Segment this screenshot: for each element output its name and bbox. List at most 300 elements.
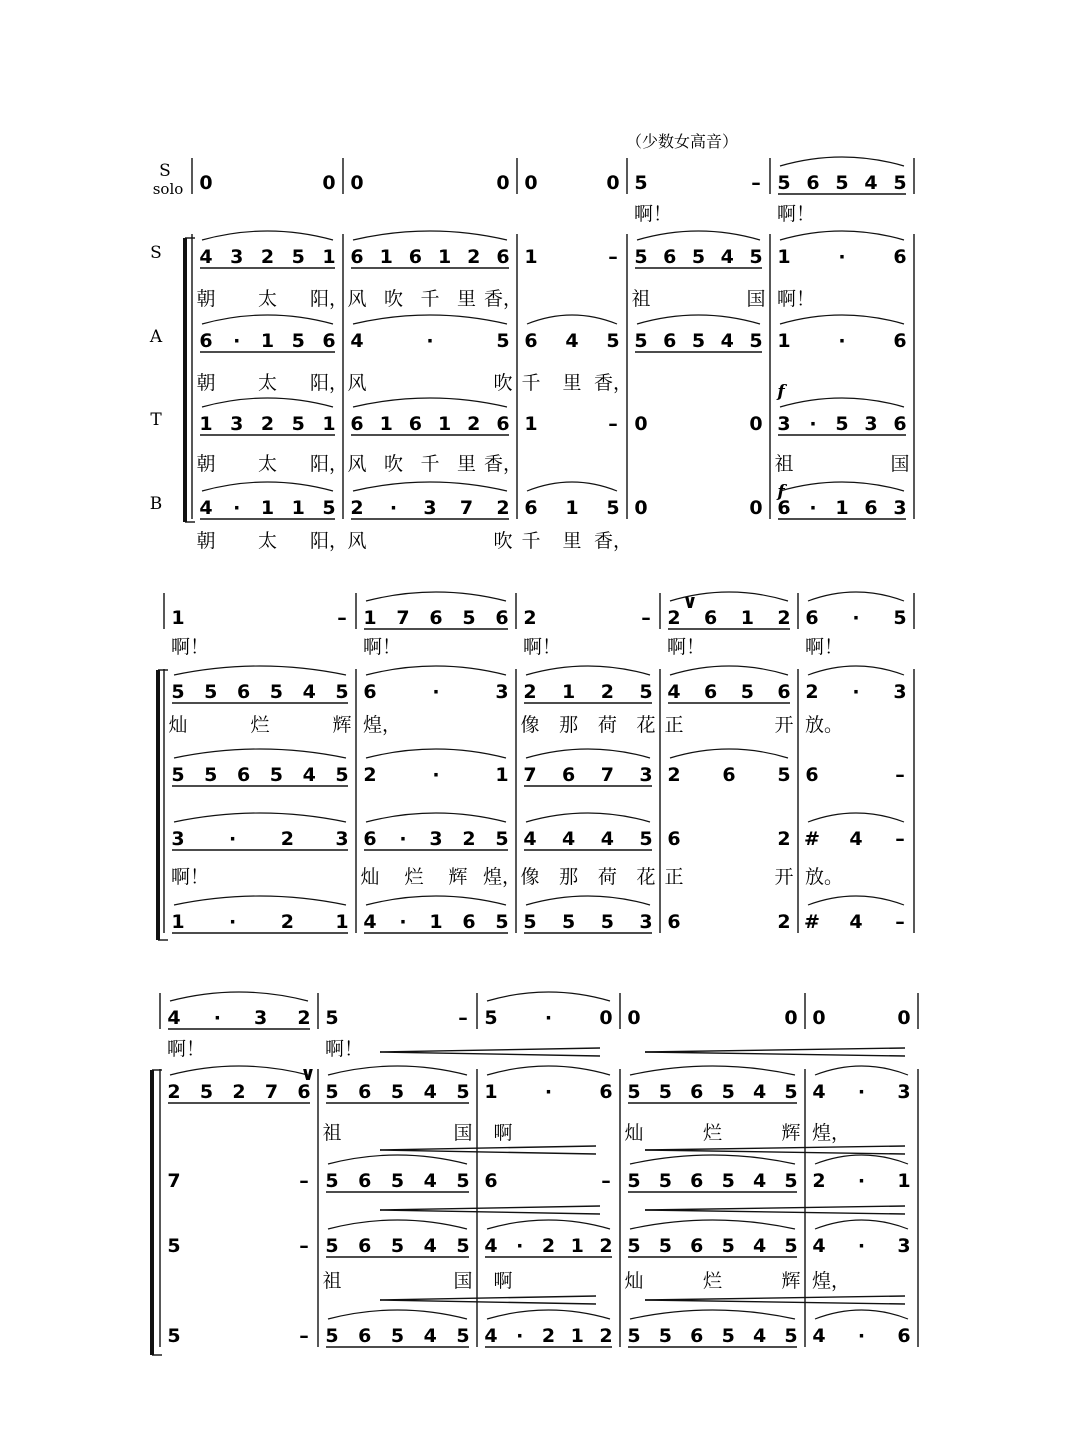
lyric-syllable: 啊！ [170,636,210,658]
jianpu-note: 2 [167,1081,181,1103]
jianpu-note: 5 [167,1235,181,1257]
jianpu-note: 3 [423,497,437,519]
jianpu-note: 0 [749,413,763,435]
lyric-syllable: 啊 [493,1270,513,1292]
voice-label-solo: S [159,161,171,181]
slur-mark [670,749,788,758]
slur-mark [815,1220,908,1229]
slur-mark [202,482,333,491]
slur-mark [780,398,904,407]
crescendo-hairpin [380,1150,596,1154]
jianpu-note: 5 [835,172,849,194]
lyric-syllable: 里 [456,288,477,310]
lyric-syllable: 朝 [196,453,216,475]
jianpu-note: 1 [363,607,377,629]
crescendo-hairpin [645,1048,905,1052]
lyric-syllable: 啊！ [804,636,844,658]
jianpu-note: 6 [893,413,907,435]
jianpu-note: 4 [812,1325,826,1347]
jianpu-note: 3 [893,681,907,703]
jianpu-note: 4 [565,330,579,352]
jianpu-note: 2 [599,1235,613,1257]
jianpu-note: 5 [269,764,284,786]
jianpu-note: 6 [805,764,819,786]
jianpu-note: 6 [864,497,878,519]
crescendo-hairpin [645,1210,905,1214]
jianpu-note: 5 [171,681,185,703]
lyric-syllable: 啊！ [324,1038,364,1060]
lyric-syllable: 太 [257,453,278,475]
jianpu-note: 3 [897,1235,911,1257]
jianpu-note: 6 [663,246,677,268]
lyric-syllable: 吹 [493,372,513,394]
jianpu-note: 2 [599,1325,613,1347]
jianpu-note: 6 [358,1325,372,1347]
lyric-syllable: 辉 [332,714,352,736]
jianpu-note: 6 [199,330,213,352]
jianpu-note: 1 [379,246,393,268]
jianpu-note: 3 [864,413,878,435]
lyric-syllable: 花 [636,714,656,736]
jianpu-note: 6 [562,764,576,786]
lyric-syllable: 放。 [804,714,844,736]
jianpu-note: 5 [634,246,648,268]
lyric-syllable: 啊！ [776,203,816,225]
jianpu-note: 3 [639,764,653,786]
jianpu-note: 5 [658,1170,673,1192]
jianpu-note: 5 [784,1235,798,1257]
jianpu-note: 0 [784,1007,798,1029]
jianpu-note: 3 [897,1081,911,1103]
jianpu-note: 4 [484,1235,498,1257]
jianpu-note: 5 [639,828,653,850]
jianpu-note: 5 [390,1235,405,1257]
lyric-syllable: 香， [483,288,523,310]
jianpu-note: 1 [437,246,452,268]
jianpu-note: 5 [322,497,336,519]
lyric-syllable: 祖 [322,1122,342,1144]
jianpu-note: 2 [462,828,476,850]
slur-mark [202,231,333,240]
lyric-syllable: 煌， [811,1122,851,1144]
jianpu-note: 6 [777,681,791,703]
jianpu-note: 2 [350,497,364,519]
jianpu-note: 6 [236,681,251,703]
jianpu-note: 5 [721,1081,735,1103]
jianpu-note: 5 [893,607,907,629]
jianpu-note: 2 [260,246,275,268]
slur-mark [630,1310,795,1319]
crescendo-hairpin [645,1150,905,1154]
jianpu-note: · [516,1235,524,1257]
lyric-syllable: 国 [890,453,910,475]
slur-mark [808,666,904,675]
lyric-syllable: 吹 [383,453,404,475]
jianpu-note: 0 [599,1007,613,1029]
jianpu-note: 5 [199,1081,214,1103]
jianpu-note: 5 [627,1170,641,1192]
jianpu-note: 0 [322,172,336,194]
jianpu-note: 6 [496,246,510,268]
jianpu-note: – [601,1170,611,1192]
jianpu-note: 2 [541,1325,556,1347]
jianpu-note: 6 [777,497,791,519]
jianpu-note: 4 [523,828,537,850]
jianpu-note: 1 [171,911,185,933]
lyric-syllable: 荷 [597,714,617,736]
lyric-syllable: 里 [562,530,582,552]
lyric-syllable: 风 [347,372,367,394]
jianpu-note: 5 [496,330,510,352]
jianpu-note: · [432,681,440,703]
jianpu-note: 1 [562,681,576,703]
lyric-syllable: 像 [520,866,540,888]
jianpu-note: 6 [690,1235,704,1257]
slur-mark [202,398,333,407]
crescendo-hairpin [380,1206,600,1210]
lyric-syllable: 烂 [702,1270,723,1292]
jianpu-note: # [804,828,820,850]
jianpu-note: 4 [812,1235,826,1257]
jianpu-note: 4 [752,1325,767,1347]
jianpu-note: 1 [570,1325,584,1347]
lyric-syllable: 像 [520,714,540,736]
jianpu-note: 5 [462,607,476,629]
jianpu-note: 5 [658,1235,673,1257]
lyric-syllable: 祖 [774,453,794,475]
slur-mark [174,896,346,905]
jianpu-note: 2 [812,1170,826,1192]
jianpu-note: 5 [291,330,305,352]
jianpu-note: 4 [562,828,576,850]
jianpu-note: 6 [363,828,377,850]
lyric-syllable: 阳， [309,453,349,475]
jianpu-note: 7 [167,1170,181,1192]
lyric-syllable: 啊 [493,1122,513,1144]
jianpu-note: – [299,1235,309,1257]
crescendo-hairpin [380,1052,600,1056]
slur-mark [526,749,650,758]
jianpu-note: 5 [269,681,284,703]
lyric-syllable: 风 [347,288,367,310]
jianpu-note: 5 [634,330,648,352]
jianpu-note: 6 [363,681,377,703]
slur-mark [353,315,507,324]
jianpu-note: · [432,764,440,786]
jianpu-note: 6 [524,497,538,519]
jianpu-note: 1 [524,246,538,268]
jianpu-note: 6 [805,607,819,629]
jianpu-note: 6 [358,1170,372,1192]
jianpu-note: · [857,1170,866,1192]
jianpu-note: · [544,1081,553,1103]
crescendo-hairpin [645,1300,905,1304]
jianpu-note: 1 [171,607,185,629]
lyric-syllable: 灿 [624,1270,644,1292]
jianpu-note: 3 [777,413,791,435]
voice-label: B [149,494,163,514]
lyric-syllable: 香， [593,372,633,394]
jianpu-note: 4 [752,1235,767,1257]
lyric-syllable: 朝 [196,530,216,552]
jianpu-note: 3 [429,828,443,850]
slur-mark [366,813,506,822]
lyric-syllable: 啊！ [362,636,402,658]
lyric-syllable: 放。 [804,866,844,888]
lyric-syllable: 烂 [404,866,424,888]
jianpu-note: 3 [893,497,907,519]
jianpu-note: · [809,413,817,435]
crescendo-hairpin [380,1146,596,1150]
jianpu-note: 5 [721,1170,735,1192]
jianpu-note: 3 [254,1007,268,1029]
jianpu-note: 6 [893,246,907,268]
jianpu-note: 1 [199,413,213,435]
lyric-syllable: 国 [453,1270,473,1292]
jianpu-note: 5 [893,172,907,194]
dynamic-forte-mark: f [777,482,785,502]
jianpu-note: 5 [835,413,849,435]
slur-mark [526,896,650,905]
jianpu-note: 2 [523,681,537,703]
slur-mark [630,1155,795,1164]
jianpu-note: 5 [171,764,185,786]
jianpu-note: 5 [691,330,706,352]
jianpu-note: · [809,497,817,519]
jianpu-note: · [544,1007,553,1029]
jianpu-note: 7 [396,607,410,629]
lyric-syllable: 朝 [196,372,216,394]
crescendo-hairpin [645,1052,905,1056]
slur-mark [328,1155,467,1164]
jianpu-note: 5 [721,1235,735,1257]
jianpu-note: 5 [740,681,754,703]
jianpu-note: 6 [484,1170,498,1192]
jianpu-note: 6 [350,246,364,268]
jianpu-note: 5 [335,764,349,786]
lyric-syllable: 千 [420,453,440,475]
lyric-syllable: 煌， [362,714,402,736]
jianpu-note: 2 [523,607,537,629]
jianpu-note: 2 [667,764,681,786]
jianpu-note: 1 [897,1170,911,1192]
jianpu-note: 5 [456,1235,470,1257]
jianpu-note: 5 [658,1325,673,1347]
lyric-syllable: 吹 [383,288,404,310]
slur-mark [353,231,507,240]
slur-mark [328,1066,467,1075]
jianpu-note: 5 [721,1325,735,1347]
lyric-syllable: 千 [521,372,541,394]
voice-label: S [150,243,162,263]
slur-mark [353,398,507,407]
jianpu-note: 1 [335,911,349,933]
jianpu-note: 4 [812,1081,826,1103]
breath-mark: ∨ [300,1063,316,1085]
jianpu-note: – [337,607,347,629]
jianpu-note: 2 [297,1007,311,1029]
slur-mark [174,666,346,675]
jianpu-note: 4 [667,681,681,703]
jianpu-note: – [751,172,761,194]
lyric-syllable: 里 [562,372,582,394]
lyric-syllable: 太 [257,372,278,394]
jianpu-note: 2 [280,911,294,933]
jianpu-note: 5 [456,1325,470,1347]
jianpu-note: 1 [437,413,452,435]
jianpu-note: · [852,607,860,629]
jianpu-note: 1 [429,911,443,933]
jianpu-note: 5 [523,911,537,933]
jianpu-note: 5 [691,246,706,268]
lyric-syllable: 辉 [781,1122,801,1144]
jianpu-note: 0 [496,172,510,194]
jianpu-note: 5 [749,330,763,352]
crescendo-hairpin [645,1206,905,1210]
jianpu-note: 5 [390,1170,405,1192]
jianpu-note: 1 [260,497,275,519]
jianpu-note: 2 [667,607,681,629]
jianpu-note: 5 [777,172,791,194]
jianpu-note: 6 [236,764,251,786]
lyric-syllable: 香， [593,530,633,552]
jianpu-note: 5 [606,330,620,352]
jianpu-note: 1 [524,413,538,435]
jianpu-note: 6 [408,246,423,268]
slur-mark [526,666,650,675]
jianpu-note: 2 [805,681,819,703]
jianpu-note: 1 [291,497,305,519]
crescendo-hairpin [380,1296,596,1300]
lyric-syllable: 开 [774,714,794,736]
lyric-syllable: 烂 [702,1122,723,1144]
jianpu-note: 4 [423,1081,437,1103]
jianpu-note: 1 [565,497,579,519]
voice-label-solo: solo [152,180,184,198]
jianpu-note: 6 [806,172,820,194]
jianpu-note: 2 [467,246,481,268]
lyric-syllable: 煌， [811,1270,851,1292]
jianpu-note: 4 [849,828,863,850]
jianpu-note: 5 [390,1081,405,1103]
jianpu-note: 5 [456,1081,470,1103]
lyric-syllable: 辉 [448,866,468,888]
jianpu-note: 1 [322,413,336,435]
slur-mark [170,992,308,1001]
jianpu-note: 5 [606,497,620,519]
jianpu-note: 5 [784,1325,798,1347]
jianpu-note: 4 [720,246,734,268]
slur-mark [170,1066,308,1075]
jianpu-note: · [233,497,241,519]
jianpu-note: 4 [167,1007,181,1029]
jianpu-note: 6 [429,607,443,629]
jianpu-note: 4 [484,1325,498,1347]
jianpu-note: · [389,497,398,519]
jianpu-note: · [516,1325,524,1347]
jianpu-note: 2 [777,607,791,629]
slur-mark [202,315,333,324]
slur-mark [780,231,904,240]
jianpu-note: 0 [627,1007,641,1029]
slur-mark [808,896,904,905]
lyric-syllable: 香， [483,453,523,475]
jianpu-note: 5 [784,1081,798,1103]
jianpu-note: – [608,246,618,268]
slur-mark [637,315,760,324]
jianpu-note: 6 [358,1235,372,1257]
lyric-syllable: 太 [257,530,278,552]
jianpu-note: 3 [495,681,509,703]
jianpu-note: 2 [777,911,791,933]
jianpu-note: · [229,828,237,850]
lyric-syllable: 啊！ [170,866,210,888]
jianpu-note: 2 [363,764,377,786]
jianpu-note: 4 [720,330,734,352]
jianpu-note: – [641,607,651,629]
lyric-syllable: 风 [347,530,367,552]
lyric-syllable: 阳， [309,372,349,394]
jianpu-note: 2 [541,1235,556,1257]
jianpu-note: 5 [325,1325,339,1347]
jianpu-note: 1 [322,246,336,268]
jianpu-note: 4 [752,1081,767,1103]
jianpu-note: 4 [849,911,863,933]
lyric-syllable: 太 [257,288,278,310]
lyric-syllable: 那 [559,714,579,736]
jianpu-note: 5 [325,1170,339,1192]
jianpu-note: 6 [350,413,364,435]
jianpu-note: 5 [325,1081,339,1103]
lyric-syllable: 正 [664,866,684,888]
jianpu-note: 6 [893,330,907,352]
jianpu-note: 5 [784,1170,798,1192]
score-system [152,992,918,1355]
jianpu-note: 1 [777,246,791,268]
jianpu-note: 2 [777,828,791,850]
jianpu-note: · [399,911,407,933]
lyric-syllable: 啊！ [666,636,706,658]
crescendo-hairpin [380,1048,600,1052]
jianpu-note: 0 [350,172,364,194]
jianpu-note: 6 [496,413,510,435]
jianpu-note: 5 [634,172,648,194]
jianpu-note: 3 [230,413,244,435]
jianpu-note: 5 [600,911,614,933]
jianpu-note: 6 [408,413,423,435]
jianpu-note: 0 [634,413,648,435]
jianpu-note: 1 [379,413,393,435]
jianpu-note: 0 [634,497,648,519]
jianpu-note: 3 [639,911,653,933]
jianpu-note: 2 [280,828,294,850]
lyric-syllable: 阳， [309,288,349,310]
slur-mark [670,666,788,675]
jianpu-note: · [838,330,846,352]
jianpu-note: 6 [297,1081,311,1103]
jianpu-note: 5 [658,1081,673,1103]
jianpu-note: 5 [167,1325,181,1347]
slur-mark [780,315,904,324]
jianpu-note: 6 [462,911,476,933]
jianpu-note: – [895,828,905,850]
jianpu-note: 2 [496,497,510,519]
jianpu-note: · [857,1081,866,1103]
slur-mark [366,592,506,601]
slur-mark [815,1310,908,1319]
jianpu-note: 0 [749,497,763,519]
lyric-syllable: 祖 [322,1270,342,1292]
